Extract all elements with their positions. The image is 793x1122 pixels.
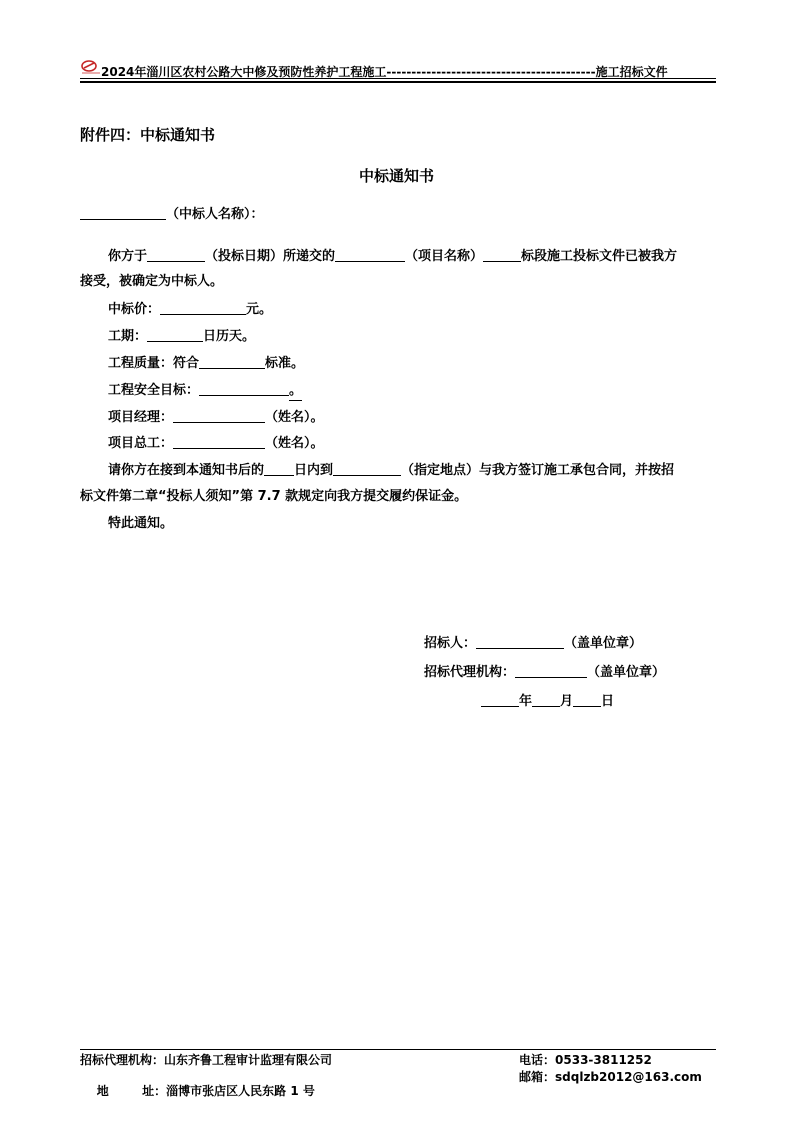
footer-email: 邮箱：sdqlzb2012@163.com	[519, 1070, 702, 1084]
footer-phone: 电话：0533-3811252	[519, 1053, 652, 1067]
chief-engineer-line: 项目总工： （姓名）。	[108, 436, 324, 451]
period-blank	[147, 327, 203, 342]
paragraph-2-line-2: 标文件第二章“投标人须知”第 7.7 款规定向我方提交履约保证金。	[80, 489, 468, 504]
section-heading: 附件四：中标通知书	[80, 126, 216, 144]
footer-address: 地 址：淄博市张店区人民东路 1 号	[96, 1084, 315, 1098]
quality-standard-blank	[199, 354, 265, 369]
month-blank	[532, 692, 560, 707]
project-manager-line: 项目经理： （姓名）。	[108, 410, 324, 425]
closing-text: 特此通知。	[108, 516, 174, 531]
date-line: 年 月 日	[481, 692, 614, 711]
document-title: 中标通知书	[358, 167, 434, 185]
agency-blank	[515, 663, 587, 678]
paragraph-1-line-2: 接受，被确定为中标人。	[80, 274, 224, 289]
winner-name-blank	[80, 205, 166, 220]
project-name-blank	[335, 247, 405, 262]
construction-period-line: 工期： 日历天。	[108, 329, 256, 344]
location-blank	[333, 461, 401, 476]
days-blank	[264, 461, 294, 476]
footer-rule	[80, 1049, 716, 1050]
addressee-line: （中标人名称）：	[80, 205, 264, 224]
footer-agency: 招标代理机构：山东齐鲁工程审计监理有限公司	[80, 1053, 333, 1067]
bid-date-blank	[147, 247, 205, 262]
safety-target-blank	[199, 381, 289, 396]
tenderer-blank	[476, 634, 564, 649]
paragraph-1-line-1: 你方于 （投标日期）所递交的 （项目名称） 标段施工投标文件已被我方	[108, 249, 678, 264]
year-blank	[481, 692, 519, 707]
header-rule-thick	[80, 81, 716, 83]
safety-target-line: 工程安全目标： 。	[108, 381, 302, 401]
header-title: 2024年淄川区农村公路大中修及预防性养护工程施工------------------------------------------施工招标文件	[101, 65, 668, 79]
section-blank	[483, 247, 521, 262]
page-header	[80, 60, 716, 80]
pm-name-blank	[173, 408, 265, 423]
company-logo-icon	[80, 60, 102, 76]
contract-price-line: 中标价： 元。	[108, 302, 273, 317]
agency-signature-line: 招标代理机构： （盖单位章）	[424, 665, 666, 680]
tenderer-signature-line: 招标人： （盖单位章）	[424, 636, 643, 651]
quality-line: 工程质量：符合 标准。	[108, 356, 305, 371]
chief-name-blank	[173, 434, 265, 449]
paragraph-2-line-1: 请你方在接到本通知书后的 日内到 （指定地点）与我方签订施工承包合同，并按招	[108, 463, 675, 478]
day-blank	[573, 692, 601, 707]
price-blank	[160, 300, 246, 315]
header-rule-thin	[80, 78, 716, 79]
